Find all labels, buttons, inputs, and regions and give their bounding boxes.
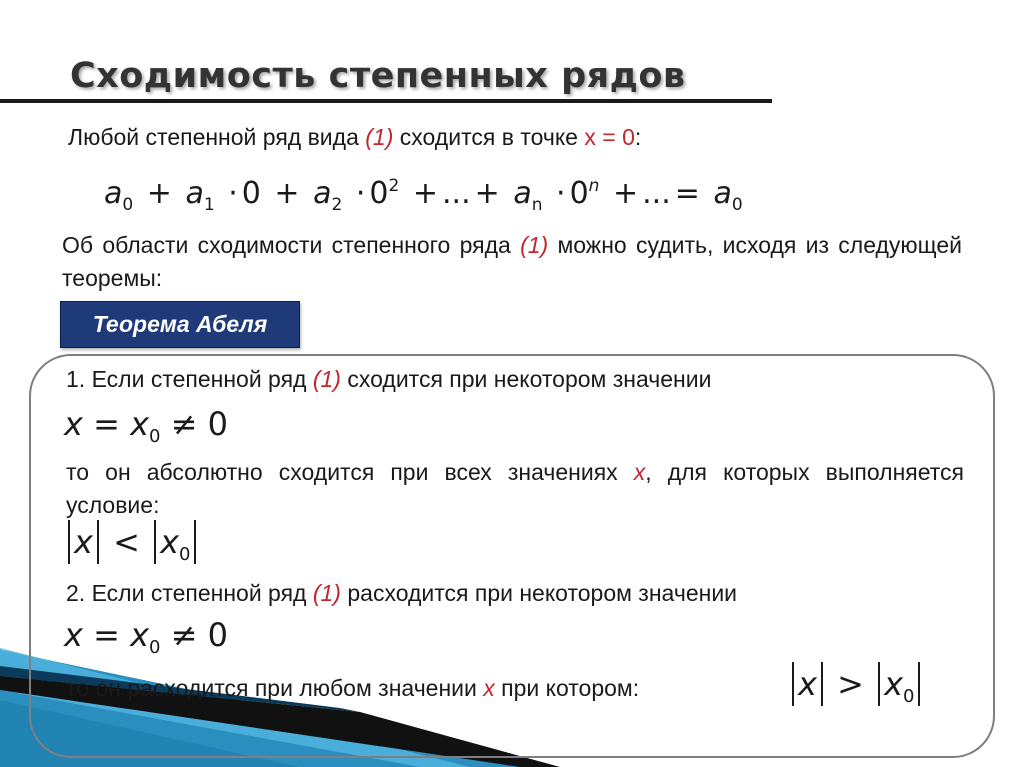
ellipsis: ... — [642, 176, 671, 211]
equals: = — [93, 616, 120, 654]
zero: 0 — [569, 176, 589, 211]
diverge-after: при котором: — [494, 675, 640, 701]
var-x: x — [130, 405, 150, 443]
greater-than: > — [837, 665, 864, 703]
abs-after: , для которых выполняется условие: — [66, 459, 964, 518]
series-ref: (1) — [312, 366, 341, 392]
equals: = — [674, 176, 700, 211]
abel-theorem-label — [60, 301, 300, 348]
sub: 2 — [331, 195, 343, 215]
abs-bar — [97, 520, 99, 564]
intro-middle: сходится в точке — [393, 124, 585, 150]
zero: 0 — [241, 176, 261, 211]
item1-before: 1. Если степенной ряд — [66, 366, 313, 392]
coef-a: a — [185, 176, 204, 211]
var-x: x — [64, 405, 83, 443]
sub: 0 — [122, 195, 134, 215]
sub: n — [531, 195, 543, 215]
divergence-text — [66, 675, 639, 702]
not-equal: ≠ — [170, 616, 198, 654]
ellipsis: ... — [442, 176, 471, 211]
sub: 0 — [149, 637, 161, 658]
region-after: можно судить, исходя из следующей теоремы: — [62, 232, 962, 291]
intro-text — [68, 124, 641, 151]
abs-before: то он абсолютно сходится при всех значениях — [66, 459, 634, 485]
var-x: x — [798, 665, 817, 703]
formula-x-eq-x0-neq-0-b — [64, 616, 228, 658]
power: n — [588, 176, 600, 196]
plus: + — [474, 176, 500, 211]
coef-a: a — [104, 176, 123, 211]
theorem-item-1 — [66, 366, 711, 393]
item2-before: 2. Если степенной ряд — [66, 580, 313, 606]
sub: 0 — [903, 686, 915, 707]
sub: 0 — [149, 426, 161, 447]
var-x: x — [633, 459, 646, 485]
var-x: x — [160, 523, 180, 561]
var-x: x — [130, 616, 150, 654]
dot: · — [228, 176, 238, 211]
plus: + — [146, 176, 172, 211]
power: 2 — [388, 176, 400, 196]
sub: 0 — [179, 544, 191, 565]
abs-bar — [878, 662, 880, 706]
formula-x-eq-x0-neq-0 — [64, 405, 228, 447]
abs-bar — [68, 520, 70, 564]
title-underline — [0, 99, 772, 103]
series-ref: (1) — [520, 232, 549, 258]
zero: 0 — [207, 616, 228, 654]
var-x: x — [74, 523, 93, 561]
coef-a: a — [313, 176, 332, 211]
point-value: x = 0 — [584, 124, 635, 150]
slide-title: Сходимость степенных рядов — [70, 56, 686, 96]
intro-before: Любой степенной ряд вида — [68, 124, 366, 150]
dot: · — [355, 176, 366, 211]
coef-a: a — [513, 176, 532, 211]
formula-abs-x-lt-abs-x0 — [64, 522, 200, 566]
item1-after: сходится при некотором значении — [340, 366, 712, 392]
region-text — [62, 229, 962, 295]
abel-label-text: Теорема Абеля — [92, 311, 268, 337]
abs-bar — [194, 520, 196, 564]
abs-bar — [792, 662, 794, 706]
equals: = — [93, 405, 120, 443]
var-x: x — [64, 616, 83, 654]
plus: + — [412, 176, 439, 211]
region-before: Об области сходимости степенного ряда — [62, 232, 521, 258]
less-than: < — [113, 523, 140, 561]
not-equal: ≠ — [170, 405, 198, 443]
dot: · — [556, 176, 566, 211]
series-ref: (1) — [312, 580, 341, 606]
zero: 0 — [369, 176, 389, 211]
zero: 0 — [207, 405, 228, 443]
sub: 0 — [731, 195, 743, 215]
var-x: x — [483, 675, 495, 701]
series-ref: (1) — [365, 124, 394, 150]
intro-after: : — [634, 124, 642, 150]
abs-bar — [154, 520, 156, 564]
abs-bar — [821, 662, 823, 706]
sub: 1 — [203, 195, 215, 215]
series-at-zero-formula — [104, 176, 743, 215]
theorem-item-2 — [66, 580, 737, 607]
abs-bar — [918, 662, 920, 706]
var-x: x — [884, 665, 904, 703]
diverge-before: то он расходится при любом значении — [66, 675, 484, 701]
coef-a: a — [713, 176, 732, 211]
item2-after: расходится при некотором значении — [340, 580, 738, 606]
plus: + — [274, 176, 300, 211]
formula-abs-x-gt-abs-x0 — [788, 664, 924, 708]
absolute-convergence-text — [66, 456, 964, 522]
plus: + — [613, 176, 639, 211]
